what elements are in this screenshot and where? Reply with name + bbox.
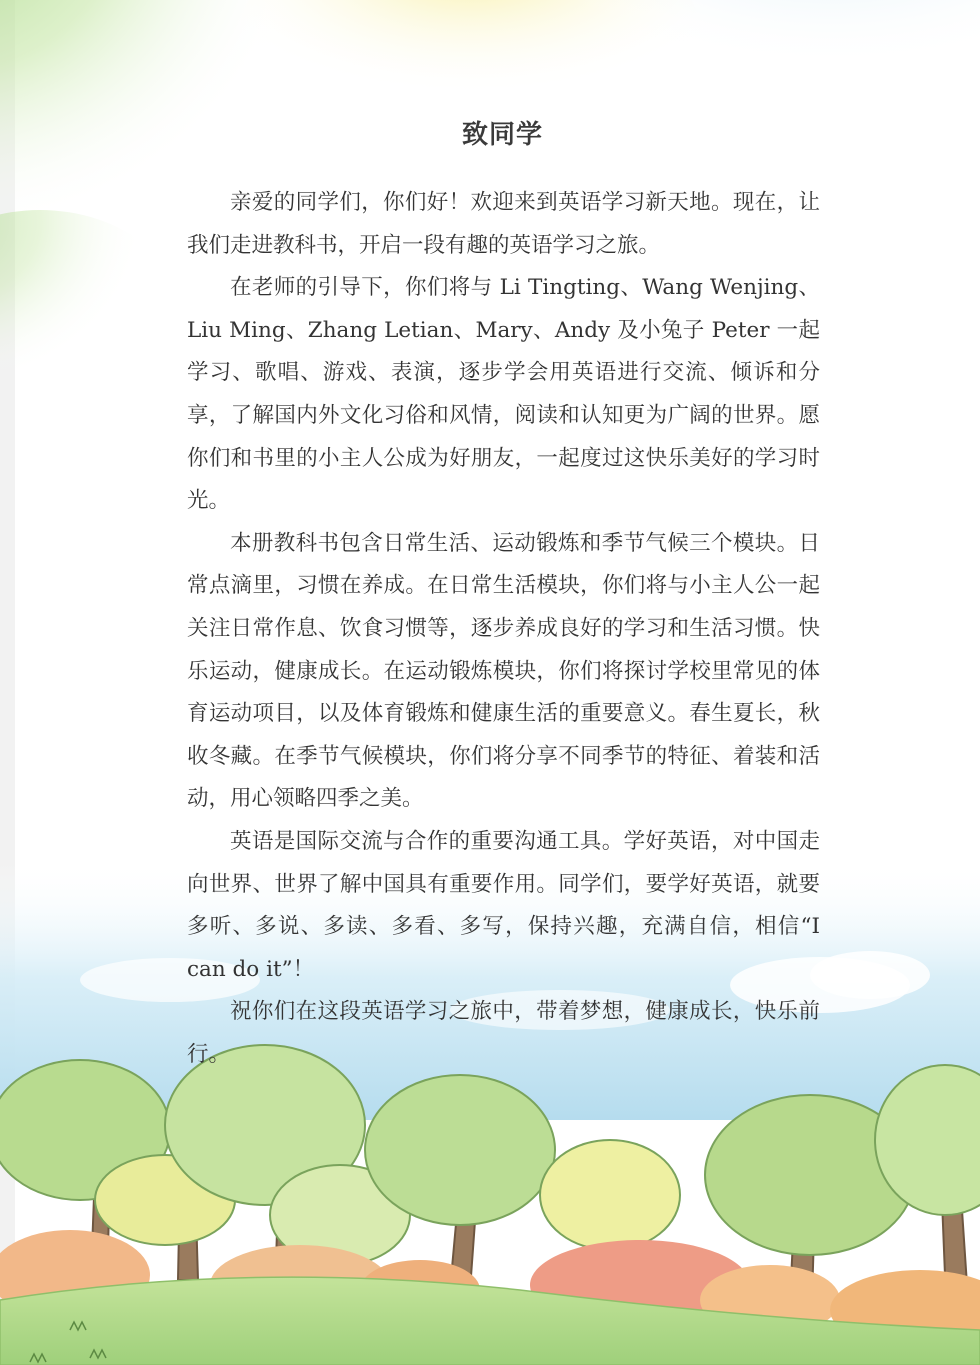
paragraph-guidance: 在老师的引导下，你们将与 Li Tingting、Wang Wenjing、Liu Ming、Zhang Letian、Mary、Andy 及小兔子 Peter 一起学习、歌唱、游戏、表演，逐步学会用英语进行交流、倾诉和分享，了解国内外文化习俗和风情，阅读和认知更为广阔的世界。愿你们和书里的小主人公成为好朋友，一起度过这快乐美好的学习时光。 <box>187 275 820 514</box>
paragraph-closing: 祝你们在这段英语学习之旅中，带着梦想，健康成长，快乐前行。 <box>187 999 820 1067</box>
paragraph-importance: 英语是国际交流与合作的重要沟通工具。学好英语，对中国走向世界、世界了解中国具有重要作用。同学们，要学好英语，就要多听、多说、多读、多看、多写，保持兴趣，充满自信，相信“I can do it”！ <box>187 828 820 982</box>
paragraph-greeting: 亲爱的同学们，你们好！欢迎来到英语学习新天地。现在，让我们走进教科书，开启一段有趣的英语学习之旅。 <box>187 190 820 258</box>
page-title: 致同学 <box>461 120 543 150</box>
letter-body <box>187 182 820 1076</box>
paragraph-modules: 本册教科书包含日常生活、运动锻炼和季节气候三个模块。日常点滴里，习惯在养成。在日常生活模块，你们将与小主人公一起关注日常作息、饮食习惯等，逐步养成良好的学习和生活习惯。快乐运动，健康成长。在运动锻炼模块，你们将探讨学校里常见的体育运动项目，以及体育锻炼和健康生活的重要意义。春生夏长，秋收冬藏。在季节气候模块，你们将分享不同季节的特征、着装和活动，用心领略四季之美。 <box>187 530 820 812</box>
